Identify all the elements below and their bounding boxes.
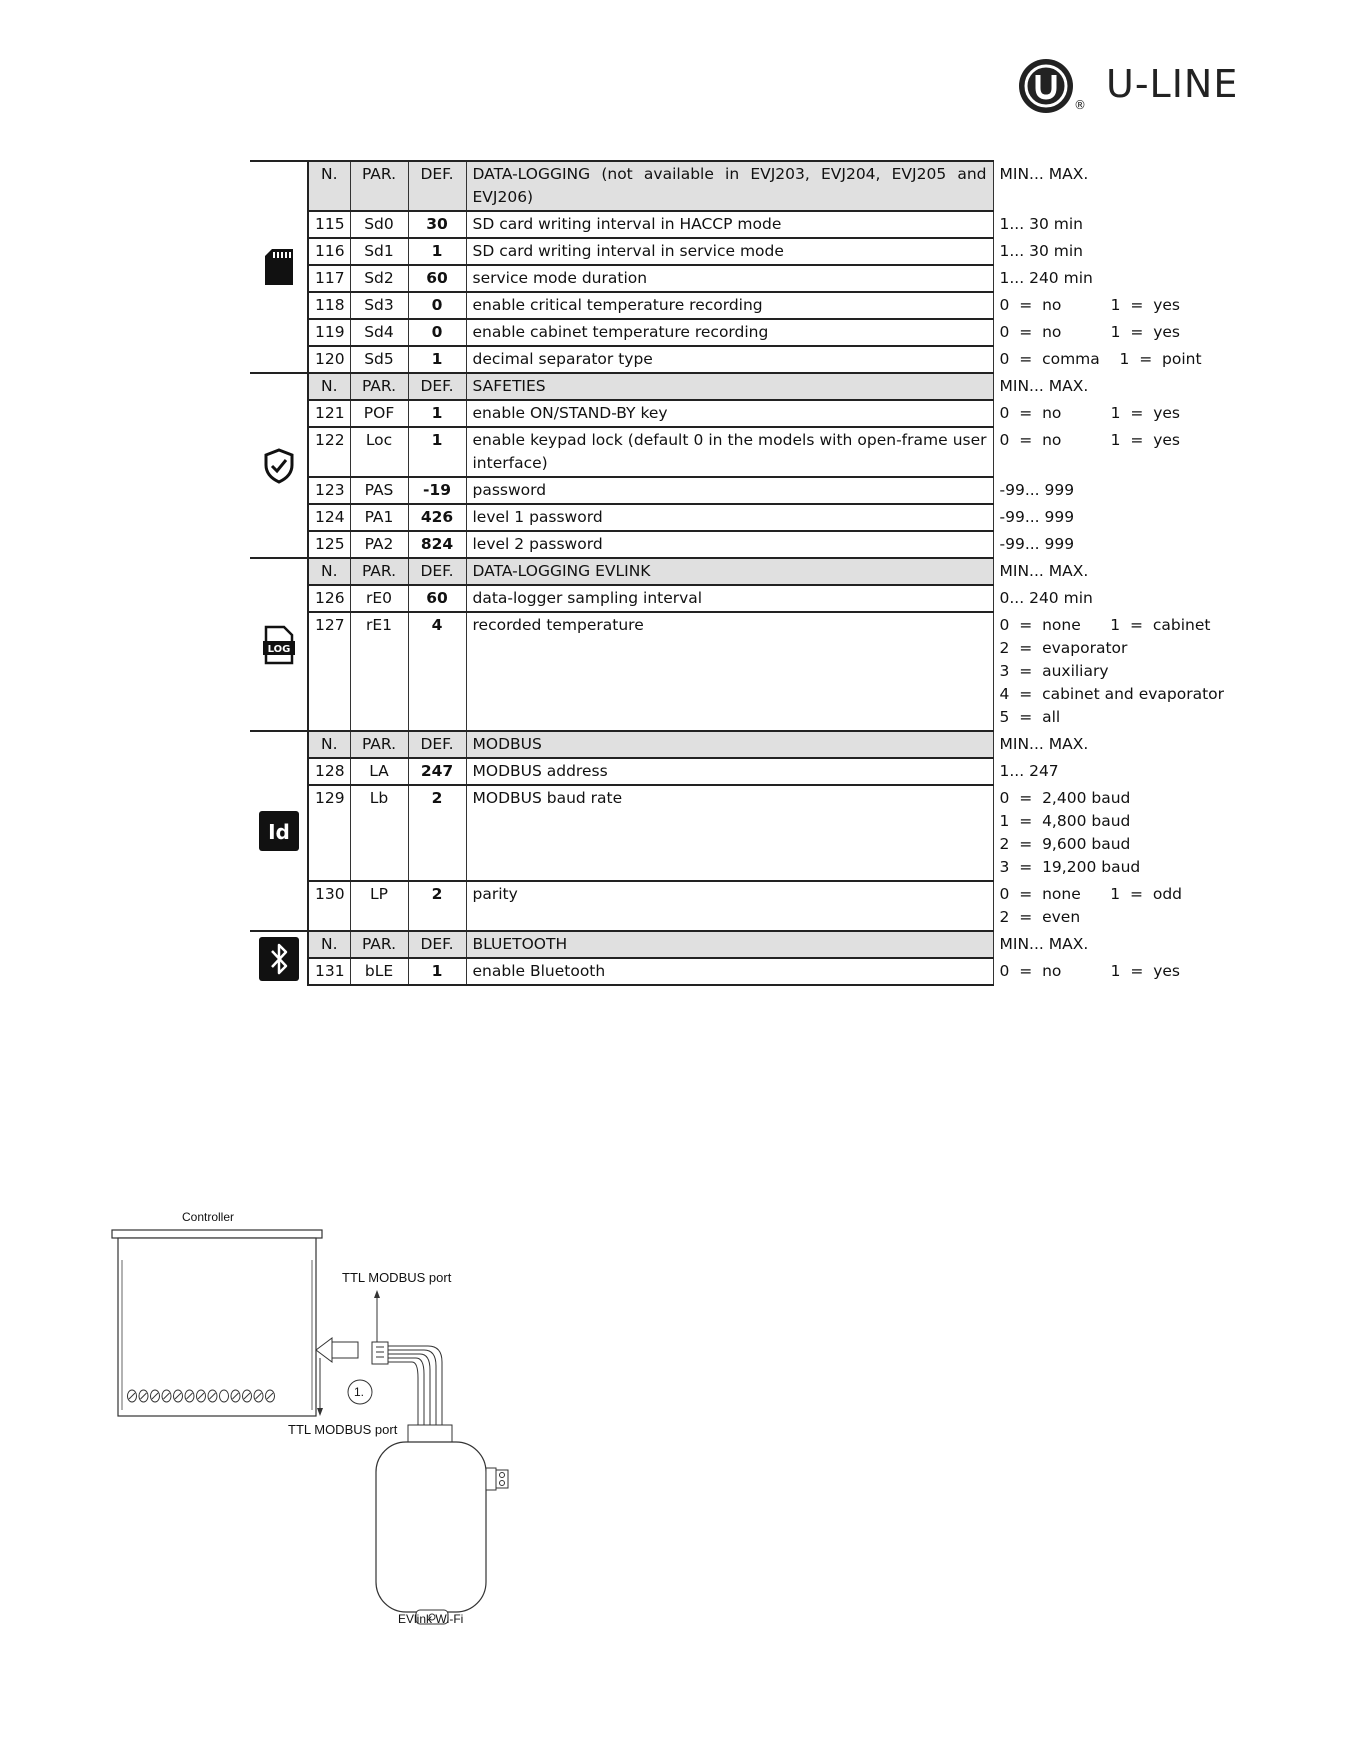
param-default: 1 (408, 238, 466, 265)
param-code: Lb (350, 785, 408, 881)
parameter-row: 115 Sd0 30 SD card writing interval in HACCP mode 1... 30 min (250, 211, 993, 238)
section-header-row: LOG N. PAR. DEF. DATA-LOGGING EVLINK MIN... MAX. (250, 558, 993, 585)
parameter-row: 127 rE1 4 recorded temperature 0 = none 1 = cabinet 2 = evaporator 3 = auxiliary 4 = cabinet and evaporator 5 = all (250, 612, 993, 731)
svg-text:Id: Id (267, 820, 290, 844)
param-description: data-logger sampling interval (466, 585, 993, 612)
param-description: enable ON/STAND-BY key (466, 400, 993, 427)
section-header-row: N. PAR. DEF. BLUETOOTH MIN... MAX. (250, 931, 993, 958)
param-number: 123 (308, 477, 350, 504)
param-number: 119 (308, 319, 350, 346)
parameter-row: 126 rE0 60 data-logger sampling interval 0... 240 min (250, 585, 993, 612)
param-description: SD card writing interval in HACCP mode (466, 211, 993, 238)
param-code: POF (350, 400, 408, 427)
param-code: Sd4 (350, 319, 408, 346)
param-number: 122 (308, 427, 350, 477)
param-default: -19 (408, 477, 466, 504)
parameter-row: 130 LP 2 parity 0 = none 1 = odd 2 = even (250, 881, 993, 931)
param-description: service mode duration (466, 265, 993, 292)
uline-logo (1018, 58, 1273, 118)
step-number: 1. (354, 1385, 365, 1399)
parameter-row: 124 PA1 426 level 1 password -99... 999 (250, 504, 993, 531)
svg-text:LOG: LOG (267, 643, 290, 655)
param-number: 120 (308, 346, 350, 373)
col-header-default: DEF. (408, 558, 466, 585)
param-number: 117 (308, 265, 350, 292)
param-code: rE1 (350, 612, 408, 731)
col-header-parameter: PAR. (350, 161, 408, 211)
col-header-default: DEF. (408, 731, 466, 758)
terminal-screw (220, 1390, 229, 1402)
param-default: 60 (408, 585, 466, 612)
parameter-row: 122 Loc 1 enable keypad lock (default 0 in the models with open-frame user interface) 0 = no 1 = yes (250, 427, 993, 477)
col-header-number: N. (308, 558, 350, 585)
section-title: SAFETIES (466, 373, 993, 400)
parameter-row: 128 LA 247 MODBUS address 1... 247 (250, 758, 993, 785)
ttl-modbus-port-bottom-label: TTL MODBUS port (288, 1422, 398, 1437)
param-description: password (466, 477, 993, 504)
parameter-row: 119 Sd4 0 enable cabinet temperature recording 0 = no 1 = yes (250, 319, 993, 346)
param-number: 115 (308, 211, 350, 238)
param-number: 128 (308, 758, 350, 785)
shield-check-icon (250, 373, 308, 558)
param-default: 247 (408, 758, 466, 785)
param-default: 824 (408, 531, 466, 558)
param-description: enable cabinet temperature recording (466, 319, 993, 346)
param-default: 4 (408, 612, 466, 731)
section-header-row: Id N. PAR. DEF. MODBUS MIN... MAX. (250, 731, 993, 758)
col-header-number: N. (308, 931, 350, 958)
param-code: rE0 (350, 585, 408, 612)
param-default: 60 (408, 265, 466, 292)
param-number: 126 (308, 585, 350, 612)
param-default: 0 (408, 319, 466, 346)
param-code: Loc (350, 427, 408, 477)
param-code: LA (350, 758, 408, 785)
col-header-default: DEF. (408, 373, 466, 400)
evlink-wifi-device (376, 1425, 508, 1624)
param-description: enable keypad lock (default 0 in the models with open-frame user interface) (466, 427, 993, 477)
controller-evlink-drawing (110, 1210, 570, 1630)
bluetooth-icon (250, 931, 308, 985)
param-code: PA1 (350, 504, 408, 531)
col-header-parameter: PAR. (350, 373, 408, 400)
controller-unit (112, 1230, 322, 1416)
param-description: level 1 password (466, 504, 993, 531)
param-description: MODBUS address (466, 758, 993, 785)
param-default: 1 (408, 427, 466, 477)
param-description: level 2 password (466, 531, 993, 558)
param-number: 127 (308, 612, 350, 731)
param-description: parity (466, 881, 993, 931)
col-header-parameter: PAR. (350, 731, 408, 758)
evlink-wifi-label: EVlink Wi-Fi (398, 1612, 464, 1626)
id-icon (250, 731, 308, 931)
param-default: 426 (408, 504, 466, 531)
uline-logo-mark-icon (1018, 58, 1074, 114)
param-code: Sd1 (350, 238, 408, 265)
parameter-row: 120 Sd5 1 decimal separator type 0 = comma 1 = point (250, 346, 993, 373)
section-header-row: N. PAR. DEF. SAFETIES MIN... MAX. (250, 373, 993, 400)
param-description: enable critical temperature recording (466, 292, 993, 319)
param-default: 1 (408, 958, 466, 985)
param-description: SD card writing interval in service mode (466, 238, 993, 265)
param-number: 121 (308, 400, 350, 427)
sd-card-icon (250, 161, 308, 373)
param-description: recorded temperature (466, 612, 993, 731)
ttl-modbus-port-top-label: TTL MODBUS port (342, 1270, 452, 1285)
param-code: LP (350, 881, 408, 931)
connection-diagram (110, 1210, 570, 1630)
col-header-number: N. (308, 161, 350, 211)
parameter-row: 131 bLE 1 enable Bluetooth 0 = no 1 = yes (250, 958, 993, 985)
param-code: Sd0 (350, 211, 408, 238)
param-default: 30 (408, 211, 466, 238)
param-number: 125 (308, 531, 350, 558)
param-number: 118 (308, 292, 350, 319)
controller-label: Controller (182, 1210, 235, 1224)
section-title: DATA-LOGGING (not available in EVJ203, EVJ204, EVJ205 and EVJ206) (466, 161, 993, 211)
col-header-parameter: PAR. (350, 931, 408, 958)
param-default: 1 (408, 346, 466, 373)
parameter-row: 118 Sd3 0 enable critical temperature recording 0 = no 1 = yes (250, 292, 993, 319)
section-title: BLUETOOTH (466, 931, 993, 958)
param-description: decimal separator type (466, 346, 993, 373)
param-number: 124 (308, 504, 350, 531)
param-code: Sd3 (350, 292, 408, 319)
param-number: 130 (308, 881, 350, 931)
brand-name: U-LINE (1106, 62, 1239, 106)
param-default: 2 (408, 785, 466, 881)
section-title: MODBUS (466, 731, 993, 758)
param-number: 129 (308, 785, 350, 881)
param-code: PA2 (350, 531, 408, 558)
param-default: 1 (408, 400, 466, 427)
param-code: bLE (350, 958, 408, 985)
parameter-row: 123 PAS -19 password -99... 999 (250, 477, 993, 504)
param-number: 131 (308, 958, 350, 985)
param-number: 116 (308, 238, 350, 265)
col-header-parameter: PAR. (350, 558, 408, 585)
param-description: enable Bluetooth (466, 958, 993, 985)
col-header-default: DEF. (408, 931, 466, 958)
col-header-number: N. (308, 731, 350, 758)
parameter-row: 125 PA2 824 level 2 password -99... 999 (250, 531, 993, 558)
registered-mark: ® (1074, 98, 1086, 112)
section-title: DATA-LOGGING EVLINK (466, 558, 993, 585)
col-header-number: N. (308, 373, 350, 400)
parameter-row: 117 Sd2 60 service mode duration 1... 240 min (250, 265, 993, 292)
parameter-row: 129 Lb 2 MODBUS baud rate 0 = 2,400 baud 1 = 4,800 baud 2 = 9,600 baud 3 = 19,200 baud (250, 785, 993, 881)
log-file-icon (250, 558, 308, 731)
param-code: Sd5 (350, 346, 408, 373)
col-header-default: DEF. (408, 161, 466, 211)
parameter-row: 116 Sd1 1 SD card writing interval in service mode 1... 30 min (250, 238, 993, 265)
param-default: 2 (408, 881, 466, 931)
param-code: Sd2 (350, 265, 408, 292)
param-default: 0 (408, 292, 466, 319)
parameter-table (250, 160, 1225, 986)
section-header-row: N. PAR. DEF. DATA-LOGGING (not available in EVJ203, EVJ204, EVJ205 and EVJ206) MIN... MAX. (250, 161, 993, 211)
parameter-row: 121 POF 1 enable ON/STAND-BY key 0 = no 1 = yes (250, 400, 993, 427)
param-description: MODBUS baud rate (466, 785, 993, 881)
param-code: PAS (350, 477, 408, 504)
